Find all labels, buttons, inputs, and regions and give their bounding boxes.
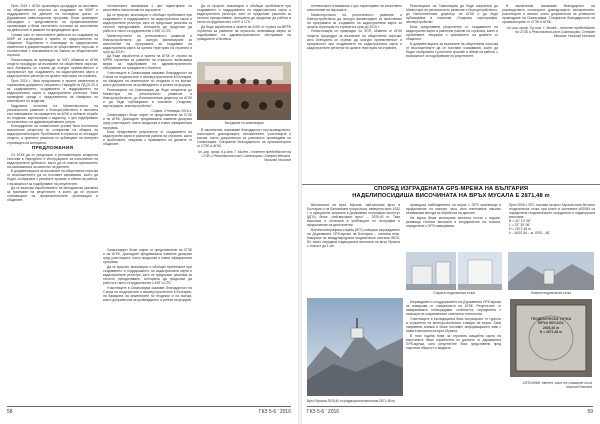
new-point-photo bbox=[508, 252, 594, 290]
right-page-footer bbox=[307, 406, 593, 418]
source-note: ИЗТОЧНИК: Internet, част от снимките са на Николай Николов bbox=[523, 381, 592, 389]
left-column-2-lower bbox=[103, 248, 192, 402]
plaque-photo bbox=[510, 299, 592, 377]
paragraph: Да се проучат, анализират и обобщат проблемите при създаването и поддържането на кадастралната карта и кадастралните регистри, като се предложат решения за тяхното преодоляване. Агенцията да продължи да работи в тясно сътрудничество с КИГ и СГБ. bbox=[103, 264, 192, 285]
issue-label: ГКЗ 5-6 ' 2016 bbox=[307, 409, 340, 415]
paragraph: Министерството на регионалното развитие и благоустройството да осигури финансиране за изпълнение на програмата за създаване на кадастралната карта за цялата територия на страната в срок до 2019 г. bbox=[307, 12, 402, 29]
article-column-3-intro bbox=[509, 203, 595, 220]
page-number: 58 bbox=[7, 409, 13, 415]
station-detail-photo bbox=[458, 252, 502, 290]
paragraph: Симпозиумът беше открит от представители на СГЗБ и на АГКК. Докладите предизвикаха оживена дискусия сред участниците, която продължи и извън официалната програма. bbox=[103, 248, 192, 265]
plaque-line: ВРЪХ МУСАЛА bbox=[538, 321, 564, 326]
paragraph: В документацията за възлагане на обществени поръчки от възложителите да се поставят изисквания, които да бъдат съобразени с реалните срокове и обеми на работа, с възможност за подобряване на резултатите. bbox=[7, 169, 98, 186]
coord-system: h – WGS-84 – м. GRS – 80 bbox=[509, 231, 550, 236]
symposium-photo-image bbox=[197, 62, 291, 120]
paragraph: На върха беше монтирана метална плоча с надпис, указваща точната височина и координатите на точката, определени с GPS измервания. bbox=[406, 215, 501, 228]
paragraph: През 2015 г. АГКК организира процедура за изготвяне на обществените поръчки за създаване на КККР и поддържането на данните по последния цикъл от Държавната инвестиционна програма. Беше проведено обсъждане с представители на професионалните организации и беше постигнато съгласие за изпълнение на дейностите в рамките на предвидения срок. bbox=[7, 4, 98, 33]
paragraph: Резолюцията на Симпозиума да бъде изпратена до Министъра на регионалното развитие и благоустройството, до Изпълнителния директор на АГКК и да бъде публикувана в списание „Геодезия, картография, землеустройство“. bbox=[103, 87, 192, 109]
paragraph: Благодарение на съвместните усилия бяха постигнати значителни резултати по отношение на обхвата на кадастралната карта. Проблемите в отрасъла се обсъждат открито, а приетите решения се публикуват на интернет страницата на Агенцията. bbox=[7, 124, 98, 145]
paragraph: Да бъде изработена и приета на АГКК от страна на МРРБ стратегия за развитие на отрасъла, включваща мерки за подобряване на административното обслужване на гражданите и бизнеса. bbox=[197, 24, 291, 41]
page-number: 59 bbox=[587, 409, 593, 415]
plaque-text bbox=[522, 317, 580, 335]
plaque-line: 2925,40 m bbox=[542, 325, 560, 330]
old-station-photo bbox=[406, 252, 456, 290]
paragraph: проведоха наблюденията на върха с GPS приемници в продължение на няколко часа, като използваха няколко независими метода за обработка на данните. bbox=[406, 203, 501, 216]
coord-latitude: B = 42° 10' 46" bbox=[509, 219, 531, 223]
paragraph: Военнотопографска служба (ВТС) извърши изграждането на Държавната GPS-мрежа на България – основна етап, базирана на международната геодезическа система WGS-84, която определи надморската височина на връх Мусала с точност до 1 cm. bbox=[307, 227, 400, 249]
article-column-2-top bbox=[406, 203, 501, 249]
paragraph: Да се проучат, анализират и обобщат проблемите при създаването и поддържането на кадастралната карта и кадастралните регистри, като се предложат решения за тяхното преодоляване. Агенцията да продължи да работи в тясно сътрудничество с КИГ и СГБ. bbox=[197, 4, 291, 25]
article-column-2-bottom bbox=[406, 300, 501, 404]
paragraph: В документацията за възлагане на обществени поръчки от възложителите да се поставят изисквания, които да бъдат съобразени с реалните срокове и обеми на работа, с възможност за подобряване на резултатите. bbox=[406, 41, 498, 58]
musala-peak-image bbox=[307, 298, 403, 396]
symposium-photo bbox=[197, 62, 291, 120]
paragraph: Участниците в Симпозиума изказват благодарност на Съюза на геодезистите и землеустроителите в България, на Камарата на инженерите по геодезия и на всички, които допринесоха за провеждането и успеха на форума. bbox=[103, 285, 192, 302]
old-station-caption: Старата геодезическа точка bbox=[433, 291, 475, 295]
paragraph: Височината на връх Мусала, най-високия връх в България и на Балканския полуостров, измерена през 1932 г. и официално записана в Държавния географски институт (ДГИ), беше „Най-високият връх“ – 2925,40 m. Тази височина е останала в учебниците по география в продължение на десетилетия. bbox=[307, 203, 400, 228]
signature: Чл.-кор. проф. д-р инж. Г. Милев – почетен председател на СГЗБ и Регионалния клон Симпозиума. Стефан Мешков, Николай Николов bbox=[197, 150, 291, 163]
left-column-3-bottom bbox=[197, 128, 291, 190]
paragraph: Симпозиумът беше открит от представители на СГЗБ и на АГКК. Докладите предизвикаха оживена дискусия сред участниците, която продължи и извън официалната програма. bbox=[103, 113, 192, 130]
paragraph: През 2006 г. ВТС постави на връх Мусала нова бетонна геодезическа точка, при която в системата WGS84 са определени геодезическите координати и надморската височина: bbox=[509, 203, 595, 220]
coord-height: H = 2871,48 m bbox=[509, 227, 531, 232]
paragraph: техническите изисквания с цел гарантиране на качествено изпълнение на поръчките. bbox=[103, 4, 192, 13]
paragraph: Голяма част от изпълнените дейности по създаване на КККР са съгласувани и приети от представители на общините. Подготвено е становище по предложените изменения в документацията по обществените поръчки, в съответствие с изискванията на Закона за обществените поръчки. bbox=[7, 32, 98, 58]
symposium-photo-caption: Заседание на симпозиума bbox=[224, 121, 264, 125]
section-heading: ПРЕДЛОЖЕНИЯ bbox=[31, 145, 74, 151]
paragraph: Участниците в експедицията бяха посрещнати от туристи и служители на метеорологичната станция на върха. Бяха направени снимки и беше поставен информационен знак с новата височина на връх Мусала. bbox=[406, 316, 501, 333]
left-column-3-top bbox=[197, 4, 291, 60]
new-point-caption: Новата геодезическа точка bbox=[530, 291, 572, 295]
paragraph: Участниците в Симпозиума изказват благодарност на Съюза на геодезистите и землеустроителите в България, на Камарата на инженерите по геодезия и на всички, които допринесоха за провеждането и успеха на форума. bbox=[103, 71, 192, 88]
title-line-2: НАДЕЛИПОСИДИША ВИСОЧИНАТА НА ВРЪХ МУСАЛА Е 2871,48 m bbox=[352, 193, 550, 199]
right-column-3-top bbox=[502, 4, 595, 180]
paragraph: В заключение, изказваме благодарност на ръководството, спонсорите, докладчиците, изложителите, участниците и всички, които допринесоха за успешното провеждане на Симпозиума. Специални благодарности на организаторите от СГЗБ и АГКК. bbox=[197, 128, 291, 149]
paragraph: Понастоящем се провеждат по ЗОП, обявени от АГКК открити процедури за възлагане на обществени поръчки, като Агенцията се стреми да осигури приемственост и прозрачност при създаването на кадастралната карта и кадастралните регистри на цялата територия на страната. bbox=[307, 29, 402, 50]
paragraph: техническите изисквания с цел гарантиране на качествено изпълнение на поръчките. bbox=[307, 4, 402, 13]
paragraph: През 2016 г. бяха предложени и приети изменения в нормативни документи, свързани с Наредба № РД-02-20-5 за съдържанието, създаването и поддържането на кадастралната карта и кадастралните регистри. Бяха проведени срещи с представители на Камарата на инженерите по геодезия. bbox=[7, 78, 98, 103]
paragraph: Изграждането и поддържането на Държавната GPS-мрежа се извършва от специалисти на АГКК. Резултатите от измерванията потвърждават стойността, определена с помощта на съвременните сателитни технологии. bbox=[406, 300, 501, 317]
issue-label: ГКЗ 5-6 ' 2016 bbox=[258, 409, 291, 415]
left-column-1 bbox=[7, 4, 98, 402]
paragraph: Кадровата политика на Министерството на регионалното развитие и благоустройството е насочена към повишаване на капацитета на АГКК и нейните служби по геодезия, картография и кадастър, с цел подобряване на качеството на административните услуги. bbox=[7, 103, 98, 124]
new-point-image bbox=[508, 252, 594, 290]
paragraph: Да бъде изработена и приета на АГКК от страна на МРРБ стратегия за развитие на отрасъла, включваща мерки за подобряване на административното обслужване на гражданите и бизнеса. bbox=[103, 54, 192, 71]
paragraph: От АГКК да се предложат и регламентират конкретни текстове в Наредбите и Инструкциите за изпълнение на кадастралните дейности, както да се изясни прилагането на изискванията за качество на данните. bbox=[7, 152, 98, 169]
musala-peak-photo bbox=[307, 298, 403, 396]
article-title bbox=[302, 186, 600, 200]
coord-longitude: L = 23° 35' 06" bbox=[509, 223, 531, 228]
left-page bbox=[0, 0, 298, 424]
paragraph: Бяха представени резултатите от създаването на кадастрални карти в различни райони на страната, както и проблемите, свързани с приемането на данните от общините. bbox=[103, 130, 192, 147]
paragraph: В тази година нова за страната мащабна карта на височините беше изработена по данните от държавната GPS-мрежа, като резултатите бяха представени пред научната общност и медиите. bbox=[406, 333, 501, 350]
right-column-2-top bbox=[406, 4, 498, 180]
old-station-image bbox=[406, 252, 456, 290]
plaque-frame bbox=[510, 299, 592, 377]
coordinates-block bbox=[509, 219, 593, 235]
paragraph: Министерството на регионалното развитие и благоустройството да осигури финансиране за изпълнение на програмата за създаване на кадастралната карта за цялата територия на страната в срок до 2019 г. bbox=[103, 33, 192, 54]
resolution-date: София, 4 Ноември 2016 г. bbox=[151, 108, 192, 113]
left-column-2 bbox=[103, 4, 192, 244]
station-detail-image bbox=[458, 252, 502, 290]
paragraph: Резолюцията на Симпозиума да бъде изпратена до Министъра на регионалното развитие и благоустройството, до Изпълнителния директор на АГКК и да бъде публикувана в списание „Геодезия, картография, землеустройство“. bbox=[406, 4, 498, 25]
plaque-line: ГЕОДЕЗИЧЕСКА ТОЧКА bbox=[530, 317, 572, 321]
paragraph: Понастоящем се провеждат по ЗОП, обявени от АГКК открити процедури за възлагане на обществени поръчки, като Агенцията се стреми да осигури приемственост и прозрачност при създаването на кадастралната карта и кадастралните регистри на цялата територия на страната. bbox=[7, 57, 98, 78]
title-line-1: СПОРЕД ИЗГРАДЕНАТА GPS-МРЕЖА НА БЪЛГАРИЯ bbox=[373, 186, 529, 192]
plaque-line: H = 2871,48 m bbox=[539, 330, 563, 335]
signature: Чл.-кор. проф. д-р инж. Г. Милев – почетен председател на СГЗБ и Регионалния клон Симпозиума. Стефан Мешков, Николай Николов bbox=[506, 26, 595, 39]
paragraph: Да се проучат, анализират и обобщат проблемите при създаването и поддържането на кадастралната карта и кадастралните регистри, като се предложат решения за тяхното преодоляване. Агенцията да продължи да работи в тясно сътрудничество с КИГ и СГБ. bbox=[103, 12, 192, 33]
paragraph: Бяха представени резултатите от създаването на кадастрални карти в различни райони на страната, както и проблемите, свързани с приемането на данните от общините. bbox=[406, 24, 498, 41]
left-page-footer bbox=[7, 406, 291, 418]
musala-peak-caption: Връх Мусала 2925,40 m (надморската височина 2871,48 m) bbox=[307, 399, 396, 403]
right-column-1-top bbox=[307, 4, 402, 180]
article-divider bbox=[302, 184, 600, 185]
paragraph: В заключение, изказваме благодарност на ръководството, спонсорите, докладчиците, изложителите, участниците и всички, които допринесоха за успешното провеждане на Симпозиума. Специални благодарности на организаторите от СГЗБ и АГКК. bbox=[502, 4, 595, 25]
paragraph: Да се възложи изработването на методически указания за приемане на резултатите, в които да се отразят становищата на професионалните организации и общините. bbox=[7, 186, 98, 203]
